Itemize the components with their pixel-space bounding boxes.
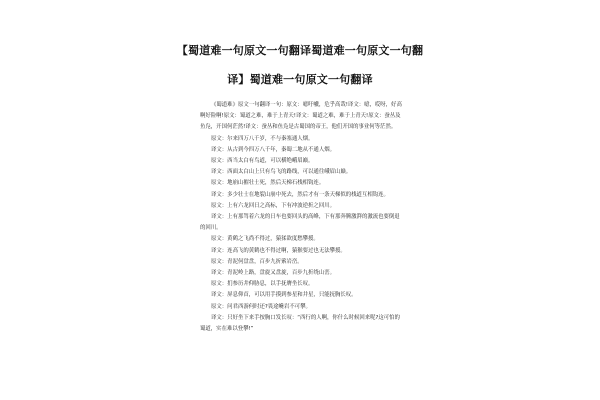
- paragraph: 译文：连高飞的黄鹤也不得过啊，猿猴要过也无法攀援。: [211, 247, 346, 254]
- paragraph: 译文：多少壮士在地裂山崩中死去，然后才有一条天梯似的栈道互相钩连。: [211, 191, 389, 198]
- paragraph: 原文：地崩山摧壮士死，然后天梯石栈相钩连。: [211, 180, 325, 187]
- paragraph: 原文：问君西游何时还?畏途巉岩不可攀。: [211, 303, 311, 310]
- paragraph: 原文：上有六龙回日之高标，下有冲波逆折之回川。: [211, 202, 335, 209]
- paragraph: 《蜀道难》原文一句翻译一句：原文：噫吁嚱，危乎高哉!译文：噫，哎呀，好高啊好险啊!原文：蜀道之难，难于上青天!译文：蜀道之难，难于上青天!原文：蚕丛及鱼凫，开国何茫然!译文：蚕丛和鱼凫是古蜀国的帝王，他们开国的事业何等茫然。: [200, 102, 402, 131]
- paragraph: 原文：黄鹤之飞尚不得过，猿猱欲度愁攀援。: [211, 236, 319, 243]
- paragraph: 原文：扪参历井仰胁息，以手抚膺坐长叹。: [211, 281, 314, 288]
- paragraph: 译文：西面太白山上只有鸟飞的路线，可以通往峨眉山巅。: [211, 169, 352, 176]
- document-title-line-2: 译】蜀道难一句原文一句翻译: [227, 73, 373, 86]
- paragraph: 译文：从古到今四万八千年，秦蜀二地从不通人烟。: [211, 146, 335, 153]
- paragraph: 原文：尔来四万八千岁，不与秦塞通人烟。: [211, 135, 314, 142]
- paragraph: 译文：上有那驾着六龙的日车也要回头的高峰，下有那奔腾激湃的激流也要倒退的回川。: [200, 214, 400, 232]
- paragraph: 译文：青泥岭上路，盘旋又盘旋，百步九折绕山峦。: [211, 270, 335, 277]
- paragraph: 译文：屏息仰首，可以用手摸到参星和井星，只能抚胸长叹。: [211, 292, 357, 299]
- paragraph: 原文：西当太白有鸟道，可以横绝峨眉巅。: [211, 158, 314, 165]
- document-title-line-1: 【蜀道难一句原文一句翻译蜀道难一句原文一句翻: [176, 44, 424, 57]
- document-body: [200, 100, 404, 335]
- paragraph: 原文：青泥何盘盘，百步九折萦岩峦。: [211, 258, 303, 265]
- paragraph: 译文：只好坐下来手按胸口发长叹：“西行的人啊，你什么时候回来呢?这可怕的蜀道，实在难以登攀!”: [200, 314, 400, 333]
